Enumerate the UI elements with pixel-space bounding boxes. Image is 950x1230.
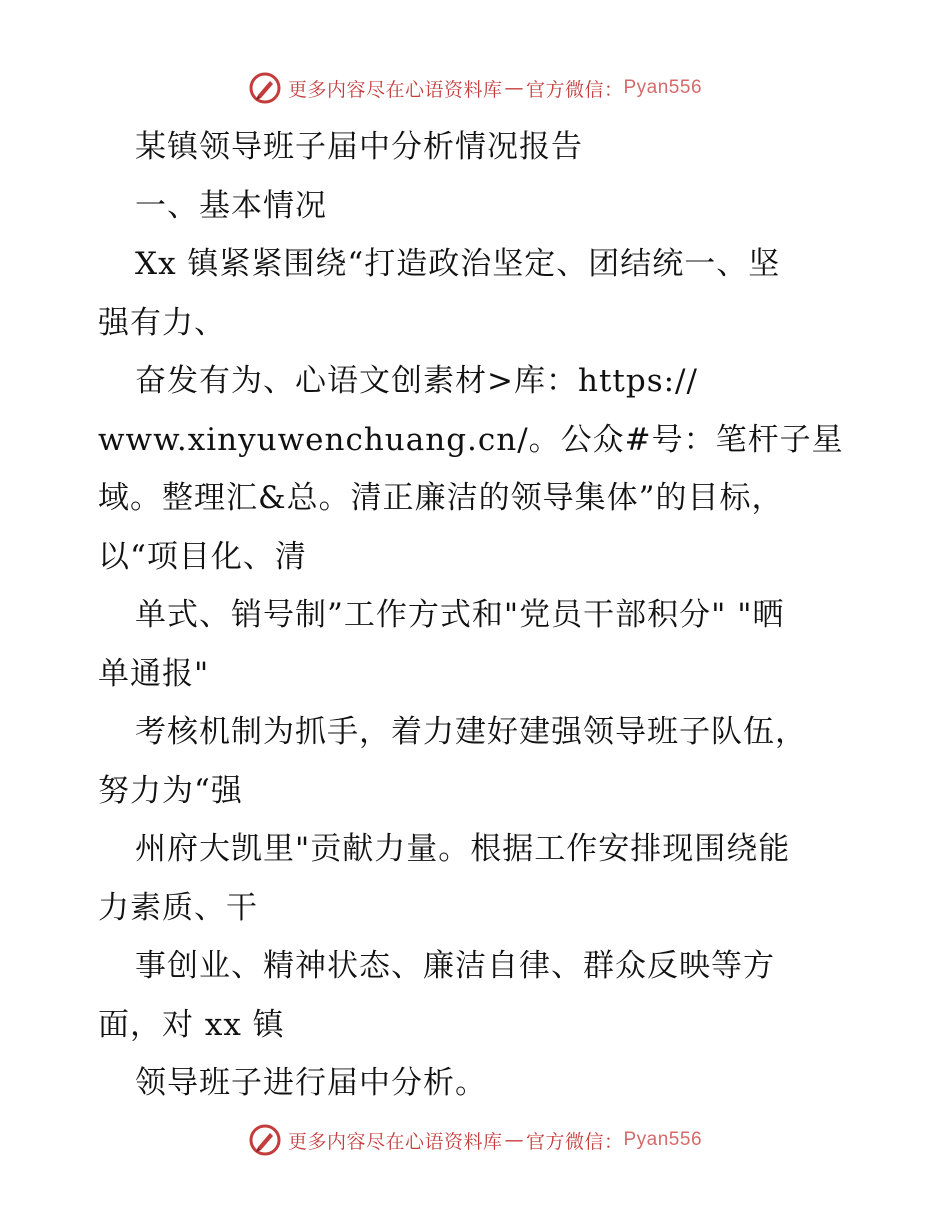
paragraph-line: Xx 镇紧紧围绕“打造政治坚定、团结统一、坚	[135, 246, 781, 282]
paragraph-line: 强有力、	[98, 304, 226, 341]
watermark-wechat-id: Pyan556	[623, 1129, 703, 1150]
paragraph-line: 力素质、干	[98, 889, 258, 926]
paragraph-line: 以“项目化、清	[98, 538, 307, 575]
paragraph-line: 努力为“强	[98, 772, 243, 809]
paragraph-line: 单通报"	[98, 655, 210, 692]
watermark-wechat-label: 官方微信：	[525, 78, 624, 101]
watermark-separator: —	[504, 77, 524, 99]
watermark-text: 更多内容尽在心语资料库	[287, 1130, 503, 1153]
paragraph-line: 考核机制为抓手，着力建好建强领导班子队伍，	[135, 714, 807, 750]
paragraph-line: www.xinyuwenchuang.cn/。公众#号：笔杆子星	[98, 421, 844, 458]
paragraph-line: 领导班子进行届中分析。	[135, 1065, 487, 1101]
header-watermark	[0, 68, 950, 108]
paragraph-line: 事创业、精神状态、廉洁自律、群众反映等方	[135, 948, 775, 984]
watermark-separator: —	[504, 1129, 524, 1151]
paragraph-line: 面，对 xx 镇	[98, 1006, 285, 1043]
document-body	[98, 118, 858, 1113]
footer-watermark	[0, 1120, 950, 1160]
paragraph-line: 单式、销号制”工作方式和"党员干部积分" "晒	[135, 597, 785, 633]
document-title: 某镇领导班子届中分析情况报告	[135, 129, 583, 165]
paragraph-line: 域。整理汇&总。清正廉洁的领导集体”的目标，	[98, 480, 784, 516]
watermark-text: 更多内容尽在心语资料库	[287, 78, 503, 101]
paragraph-line: 奋发有为、心语文创素材>库：https://	[135, 363, 698, 399]
pen-logo-icon	[248, 1123, 282, 1157]
watermark-wechat-label: 官方微信：	[525, 1130, 624, 1153]
section-heading: 一、基本情况	[135, 187, 327, 224]
watermark-wechat-id: Pyan556	[623, 77, 703, 98]
pen-logo-icon	[248, 71, 282, 105]
paragraph-line: 州府大凯里"贡献力量。根据工作安排现围绕能	[135, 831, 791, 867]
